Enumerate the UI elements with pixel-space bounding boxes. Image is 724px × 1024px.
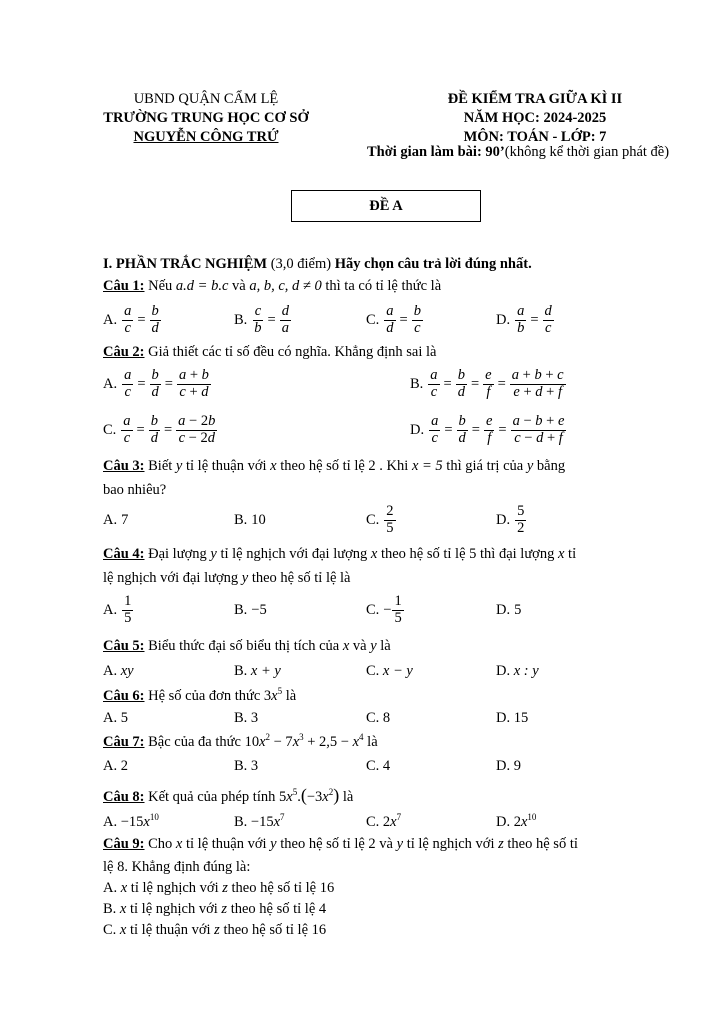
q7-option-b[interactable]: B. 3 [234,758,259,774]
q3-option-c[interactable]: C. $\frac{2}{5}$ [366,503,394,536]
q1-options [103,300,663,340]
q4-option-d[interactable]: D. 5 [496,601,522,618]
q7-option-a[interactable]: A. 2 [103,758,128,774]
q6-label: Câu 6: [103,688,145,704]
question-3: Câu 3: Biết y tỉ lệ thuận với x theo hệ số tỉ lệ 2 . Khi x = 5 thì giá trị của y bằng [103,458,566,474]
district-name: UBND QUẬN CẨM LỆ [133,91,279,107]
option-label: A. [103,311,118,328]
section-heading: I. PHẦN TRẮC NGHIỆM [103,256,268,272]
q1-option-d[interactable]: D. $\frac{a}{b}$ = $\frac{d}{c}$ [496,303,552,336]
q8-option-c[interactable]: C. $2x^7$ [366,812,402,830]
q5-option-b[interactable]: B. x + y [234,663,281,679]
option-label: B. [410,375,424,392]
q2-text: Giả thiết các tỉ số đều có nghĩa. Khẳng định sai là [144,344,437,360]
q8-label: Câu 8: [103,789,145,805]
q4-line2: lệ nghịch với đại lượng y theo hệ số tỉ lệ là [103,570,351,586]
q8-option-b[interactable]: B. $-15x^7$ [234,812,285,830]
school-name: NGUYỄN CÔNG TRỨ [133,129,279,145]
q3-label: Câu 3: [103,458,145,474]
q6-option-c[interactable]: C. 8 [366,710,391,726]
q1-math: a.d = b.c [175,278,229,294]
option-label: D. [410,421,425,438]
question-7: Câu 7: Bậc của đa thức $10x^2 - 7x^3 + 2,5 - x^4$ là [103,732,378,750]
q3-option-a[interactable]: A. 7 [103,511,129,528]
q9-line2: lệ 8. Khẳng định đúng là: [103,859,251,875]
time-note: (không kể thời gian phát đề) [504,144,670,160]
q6-option-d[interactable]: D. 15 [496,710,529,726]
q2-label: Câu 2: [103,344,145,360]
q1-text: Nếu [144,278,176,294]
option-label: C. [366,311,380,328]
exam-code-box [291,190,481,222]
option-label: D. [496,311,511,328]
option-label: B. [234,311,248,328]
subject: MÔN: TOÁN - LỚP: 7 [463,129,607,145]
q5-option-c[interactable]: C. x − y [366,663,413,679]
option-label: A. [103,375,118,392]
school-header [90,90,322,147]
exam-header [415,90,655,147]
q1-option-c[interactable]: C. $\frac{a}{d}$ = $\frac{b}{c}$ [366,303,421,336]
question-4: Câu 4: Đại lượng y tỉ lệ nghịch với đại lượng x theo hệ số tỉ lệ 5 thì đại lượng x tỉ [103,546,577,562]
question-6: Câu 6: Hệ số của đơn thức $3x^5$ là [103,686,297,704]
q9-option-c[interactable]: C. x tỉ lệ thuận với z theo hệ số tỉ lệ 16 [103,922,327,938]
q7-label: Câu 7: [103,734,145,750]
q1-cond: a, b, c, d ≠ 0 [249,278,322,294]
q1-option-b[interactable]: B. $\frac{c}{b}$ = $\frac{d}{a}$ [234,303,289,336]
school-year: NĂM HỌC: 2024-2025 [463,110,607,126]
q4-label: Câu 4: [103,546,145,562]
q6-option-a[interactable]: A. 5 [103,710,128,726]
q2-option-c[interactable]: C. $\frac{a}{c}$ = $\frac{b}{d}$ = $\frac{a - 2b}{c - 2d}$ [103,413,216,446]
q1-option-a[interactable]: A. $\frac{a}{c}$ = $\frac{b}{d}$ [103,303,159,336]
q2-option-a[interactable]: A. $\frac{a}{c}$ = $\frac{b}{d}$ = $\frac{a + b}{c + d}$ [103,367,209,400]
time-label: Thời gian làm bài: 90’ [367,144,505,160]
q7-option-c[interactable]: C. 4 [366,758,391,774]
q3-line2: bao nhiêu? [103,482,167,498]
q9-label: Câu 9: [103,836,145,852]
q5-option-a[interactable]: A. xy [103,663,134,679]
q3-options [103,500,663,540]
exam-code: ĐỀ A [369,197,403,214]
q2-options-row2 [103,410,663,450]
section-title [103,256,532,273]
question-2 [103,344,436,361]
q1-label: Câu 1: [103,278,145,294]
question-1 [103,278,441,295]
question-5: Câu 5: Biểu thức đại số biểu thị tích của x và y là [103,638,391,654]
exam-title: ĐỀ KIỂM TRA GIỮA KÌ II [447,91,623,107]
exam-time [367,144,669,161]
q3-option-d[interactable]: D. $\frac{5}{2}$ [496,503,525,536]
q2-option-d[interactable]: D. $\frac{a}{c}$ = $\frac{b}{d}$ = $\frac{e}{f}$ = $\frac{a - b + e}{c - d + f}$ [410,413,565,446]
q4-options [103,590,663,630]
question-9: Câu 9: Cho x tỉ lệ thuận với y theo hệ số tỉ lệ 2 và y tỉ lệ nghịch với z theo hệ số tỉ [103,836,578,852]
q8-option-a[interactable]: A. $-15x^{10}$ [103,812,159,830]
section-instruction: Hãy chọn câu trả lời đúng nhất. [334,256,532,272]
section-points: (3,0 điểm) [267,256,335,272]
option-label: C. [103,421,117,438]
q9-option-a[interactable]: A. x tỉ lệ nghịch với z theo hệ số tỉ lệ 16 [103,880,335,896]
school-type: TRƯỜNG TRUNG HỌC CƠ SỞ [103,110,309,126]
q7-option-d[interactable]: D. 9 [496,758,521,774]
q2-option-b[interactable]: B. $\frac{a}{c}$ = $\frac{b}{d}$ = $\frac{e}{f}$ = $\frac{a + b + c}{e + d + f}$ [410,367,564,400]
q6-option-b[interactable]: B. 3 [234,710,259,726]
q3-option-b[interactable]: B. 10 [234,511,266,528]
q1-text: thì ta có tỉ lệ thức là [321,278,442,294]
q4-option-a[interactable]: A. $\frac{1}{5}$ [103,593,132,626]
q5-label: Câu 5: [103,638,145,654]
q9-option-b[interactable]: B. x tỉ lệ nghịch với z theo hệ số tỉ lệ 4 [103,901,327,917]
q1-text: và [228,278,250,294]
q5-option-d[interactable]: D. x : y [496,663,539,679]
question-8: Câu 8: Kết quả của phép tính $5x^5.(-3x^2)$ là [103,785,354,805]
q2-options-row1 [103,364,663,404]
q4-option-b[interactable]: B. −5 [234,601,267,618]
q8-option-d[interactable]: D. $2x^{10}$ [496,812,537,830]
q4-option-c[interactable]: C. − $\frac{1}{5}$ [366,593,402,626]
